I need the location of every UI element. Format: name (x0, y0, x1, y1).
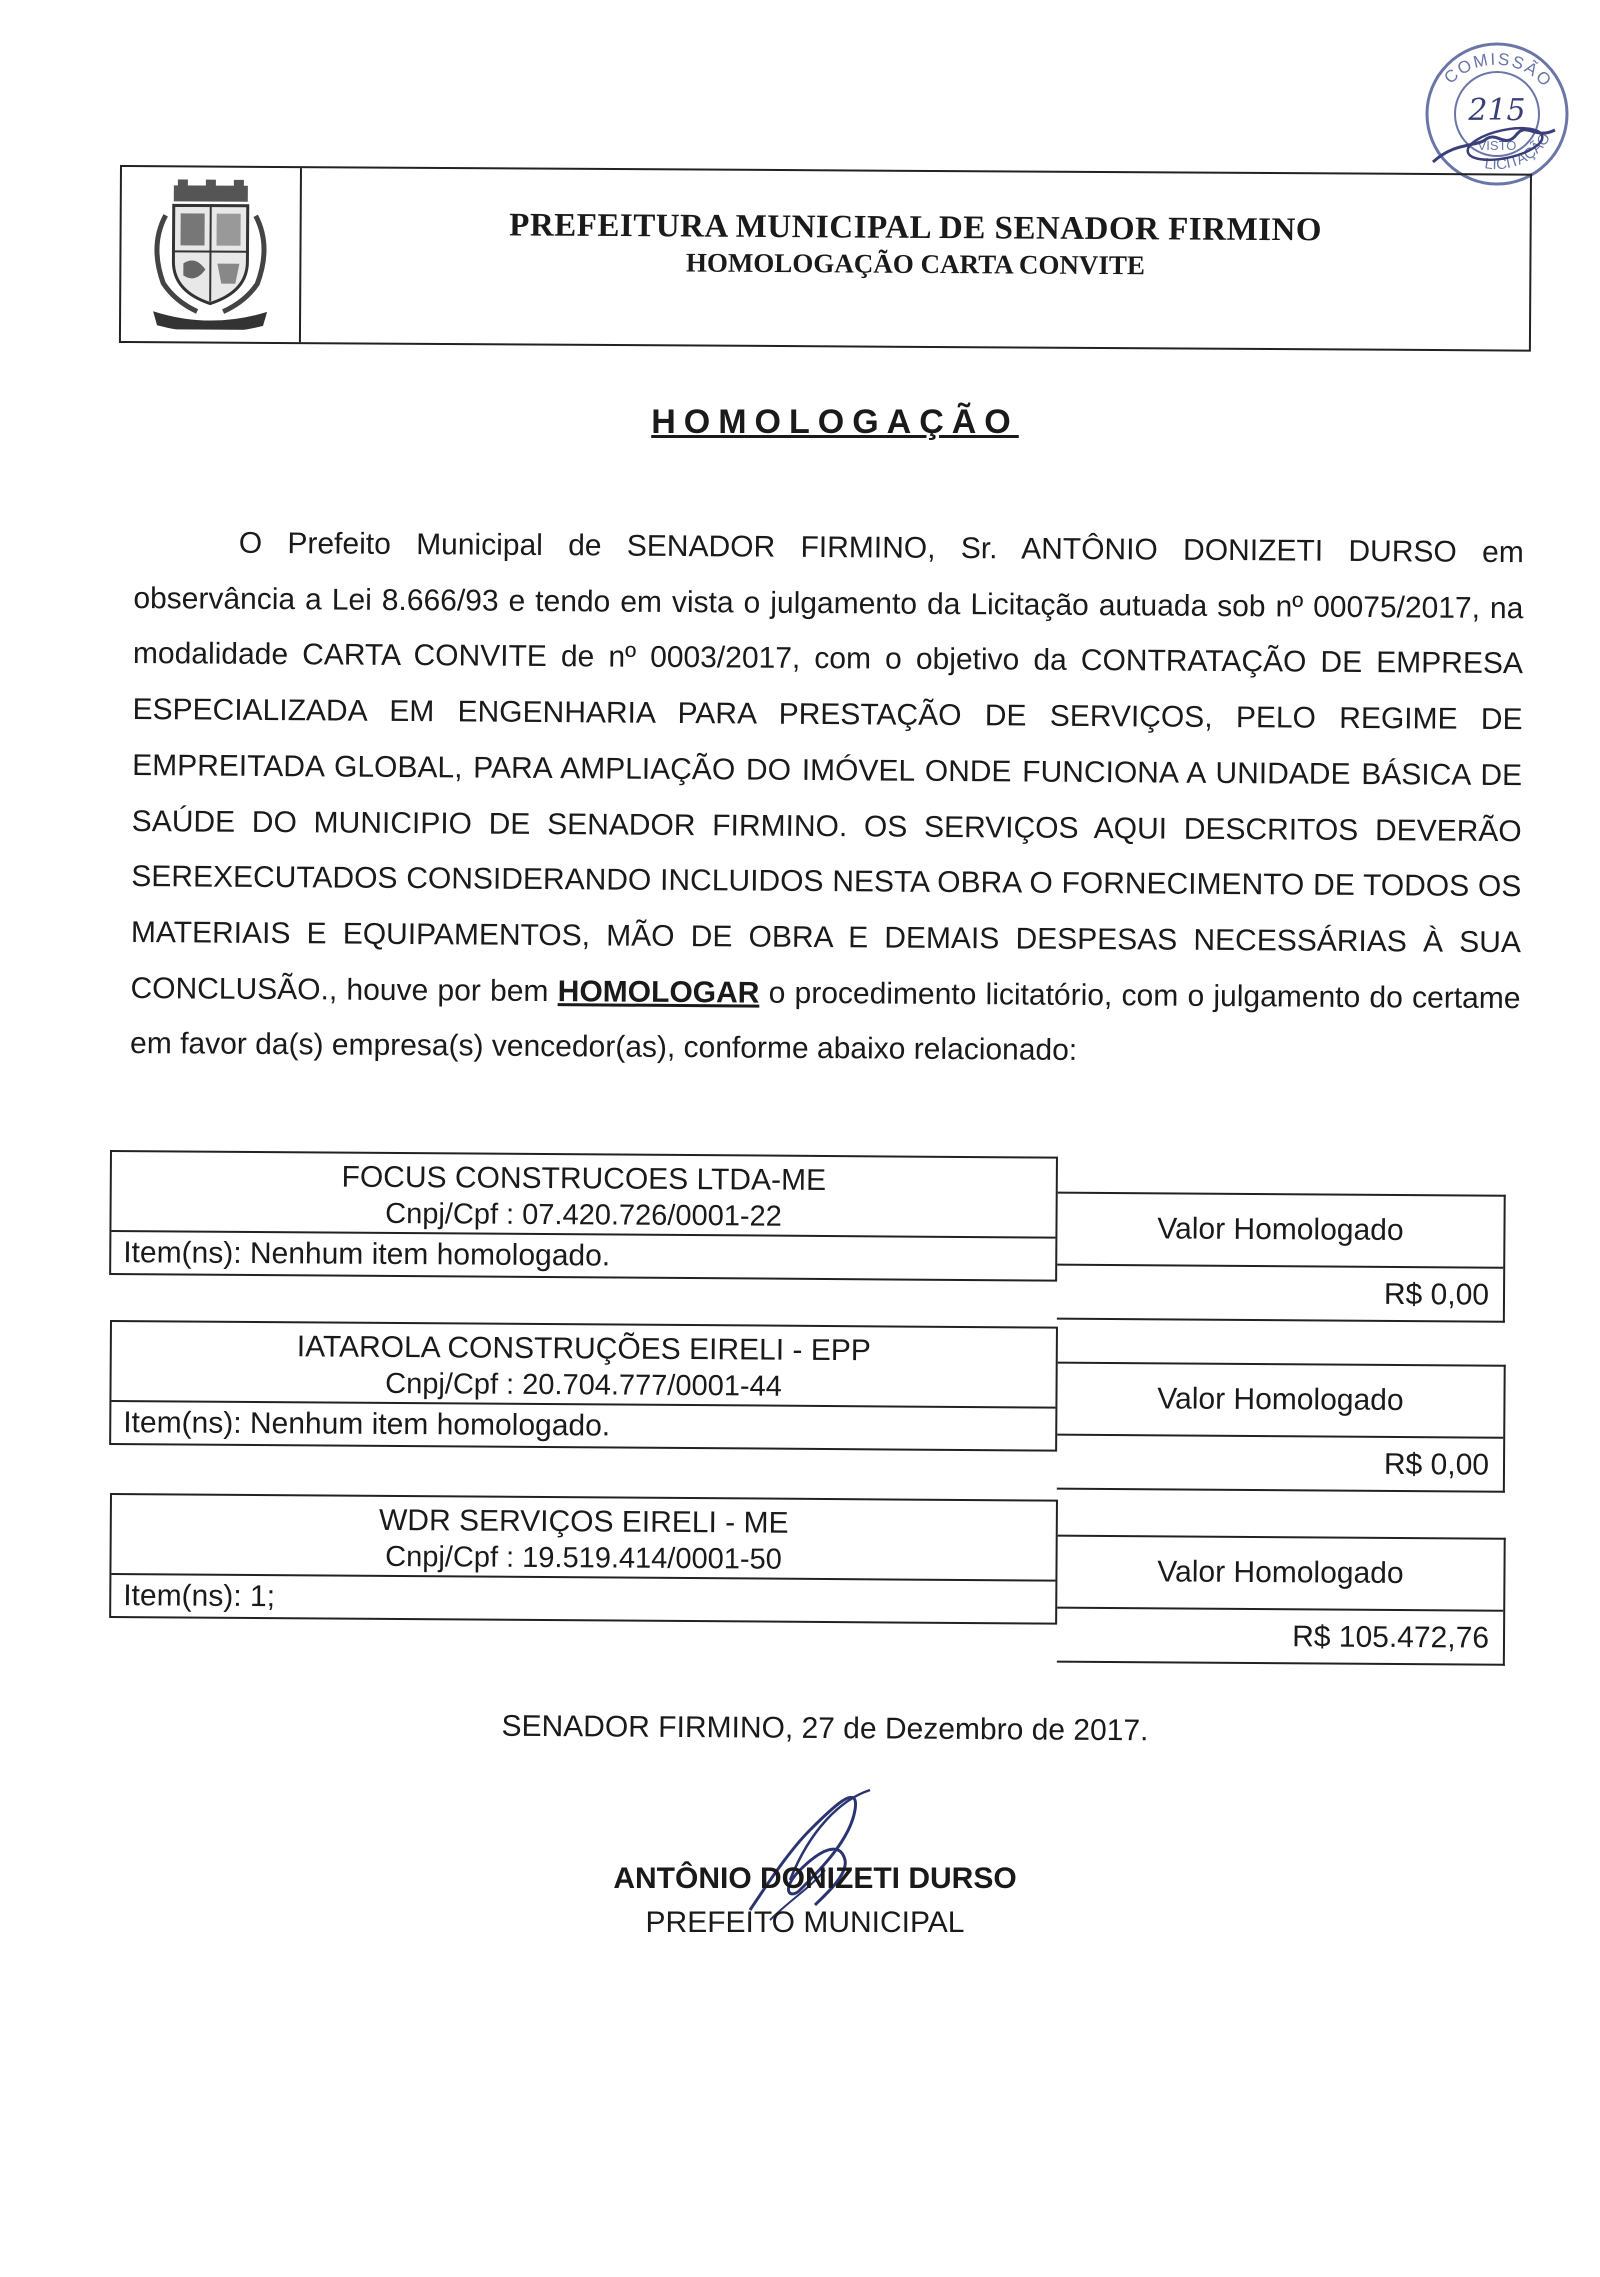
letterhead (119, 165, 1532, 352)
company-value-box (1057, 1192, 1506, 1323)
signatory-name: ANTÔNIO DONIZETI DURSO (613, 1862, 1017, 1895)
stamp-bottom-text: LICITAÇÃO (1483, 130, 1555, 174)
commission-stamp (1405, 22, 1585, 187)
company-block (109, 1150, 1510, 1330)
document-type-subtitle: HOMOLOGAÇÃO CARTA CONVITE (685, 247, 1146, 281)
stamp-top-text: COMISSÃO (1440, 49, 1557, 92)
paragraph-text-start: O Prefeito Municipal de SENADOR FIRMINO, Sr. ANTÔNIO DONIZETI DURSO em observância a Lei 8.666/93 e tendo em vista o julgamento da Licitação autuada sob nº 00075/2017, na modalidade CARTA CONVITE de nº 0003/2017, com o objetivo da CONTRATAÇÃO DE EMPRESA ESPECIALIZADA EM ENGENHARIA PARA PRESTAÇÃO DE SERVIÇOS, PELO REGIME DE EMPREITADA GLOBAL, PARA AMPLIAÇÃO DO IMÓVEL ONDE FUNCIONA A UNIDADE BÁSICA DE SAÚDE DO MUNICIPIO DE SENADOR FIRMINO. OS SERVIÇOS AQUI DESCRITOS DEVERÃO SEREXECUTADOS CONSIDERANDO INCLUIDOS NESTA OBRA O FORNECIMENTO DE TODOS OS MATERIAIS E EQUIPAMENTOS, MÃO DE OBRA E DEMAIS DESPESAS NECESSÁRIAS À SUA CONCLUSÃO., houve por bem (130, 526, 1524, 1008)
paragraph-text-end: o procedimento licitatório, com o julgamento do certame em favor da(s) empresa(s) vencedor(as), conforme abaixo relacionado: (130, 976, 1521, 1068)
company-info-box (109, 1150, 1058, 1282)
homologation-paragraph (130, 515, 1524, 1082)
company-name: FOCUS CONSTRUCOES LTDA-ME (341, 1160, 827, 1197)
company-value-box (1057, 1535, 1506, 1666)
company-info-box (109, 1493, 1058, 1625)
stamp-middle-text: VISTO (1477, 138, 1517, 153)
homologated-value: R$ 0,00 (1383, 1277, 1490, 1312)
stamp-page-number: 215 (1468, 93, 1526, 128)
value-label: Valor Homologado (1057, 1364, 1503, 1439)
municipality-title: PREFEITURA MUNICIPAL DE SENADOR FIRMINO (509, 207, 1323, 249)
homologated-value: R$ 0,00 (1383, 1447, 1490, 1482)
date-line: SENADOR FIRMINO, 27 de Dezembro de 2017. (501, 1709, 1149, 1748)
value-label: Valor Homologado (1057, 1194, 1503, 1269)
company-cnpj: Cnpj/Cpf : 07.420.726/0001-22 (385, 1197, 782, 1233)
company-name: IATAROLA CONSTRUÇÕES EIRELI - EPP (296, 1330, 871, 1368)
company-value-box (1057, 1362, 1506, 1493)
logo-cell (121, 167, 302, 342)
company-cnpj: Cnpj/Cpf : 20.704.777/0001-44 (385, 1367, 782, 1403)
company-block (109, 1320, 1510, 1500)
company-items: Item(ns): Nenhum item homologado. (123, 1406, 611, 1443)
company-info-box (109, 1320, 1058, 1452)
homologated-value: R$ 105.472,76 (1292, 1620, 1490, 1655)
municipal-coat-of-arms-icon (135, 179, 286, 330)
company-items: Item(ns): Nenhum item homologado. (123, 1236, 611, 1273)
homologar-emphasis: HOMOLOGAR (557, 974, 760, 1010)
company-name: WDR SERVIÇOS EIRELI - ME (378, 1503, 789, 1540)
value-label: Valor Homologado (1057, 1537, 1503, 1612)
document-title: HOMOLOGAÇÃO (651, 403, 1019, 441)
company-cnpj: Cnpj/Cpf : 19.519.414/0001-50 (385, 1540, 782, 1576)
company-items: Item(ns): 1; (123, 1579, 276, 1614)
company-block (109, 1493, 1510, 1673)
signatory-role: PREFEITO MUNICIPAL (645, 1906, 965, 1939)
